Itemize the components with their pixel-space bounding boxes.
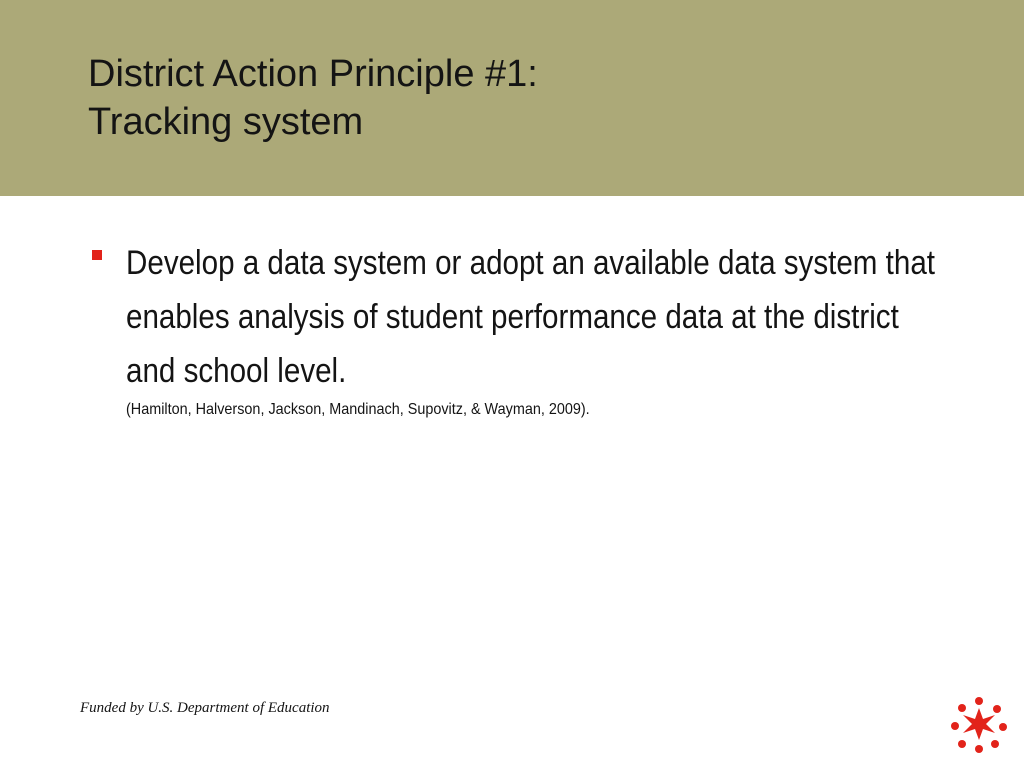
red-star-logo-icon (950, 696, 1008, 754)
citation: (Hamilton, Halverson, Jackson, Mandinach, Supovitz, & Wayman, 2009). (126, 401, 590, 418)
square-bullet-icon (92, 250, 102, 260)
bullet-list (88, 236, 968, 420)
bullet-text: Develop a data system or adopt an available data system that enables analysis of student performance data at the district and school level. (126, 244, 935, 390)
footer-funding-text: Funded by U.S. Department of Education (80, 700, 330, 716)
title-line-1: District Action Principle #1: (88, 53, 538, 95)
title-line-2: Tracking system (88, 101, 364, 143)
slide-title (88, 50, 538, 146)
